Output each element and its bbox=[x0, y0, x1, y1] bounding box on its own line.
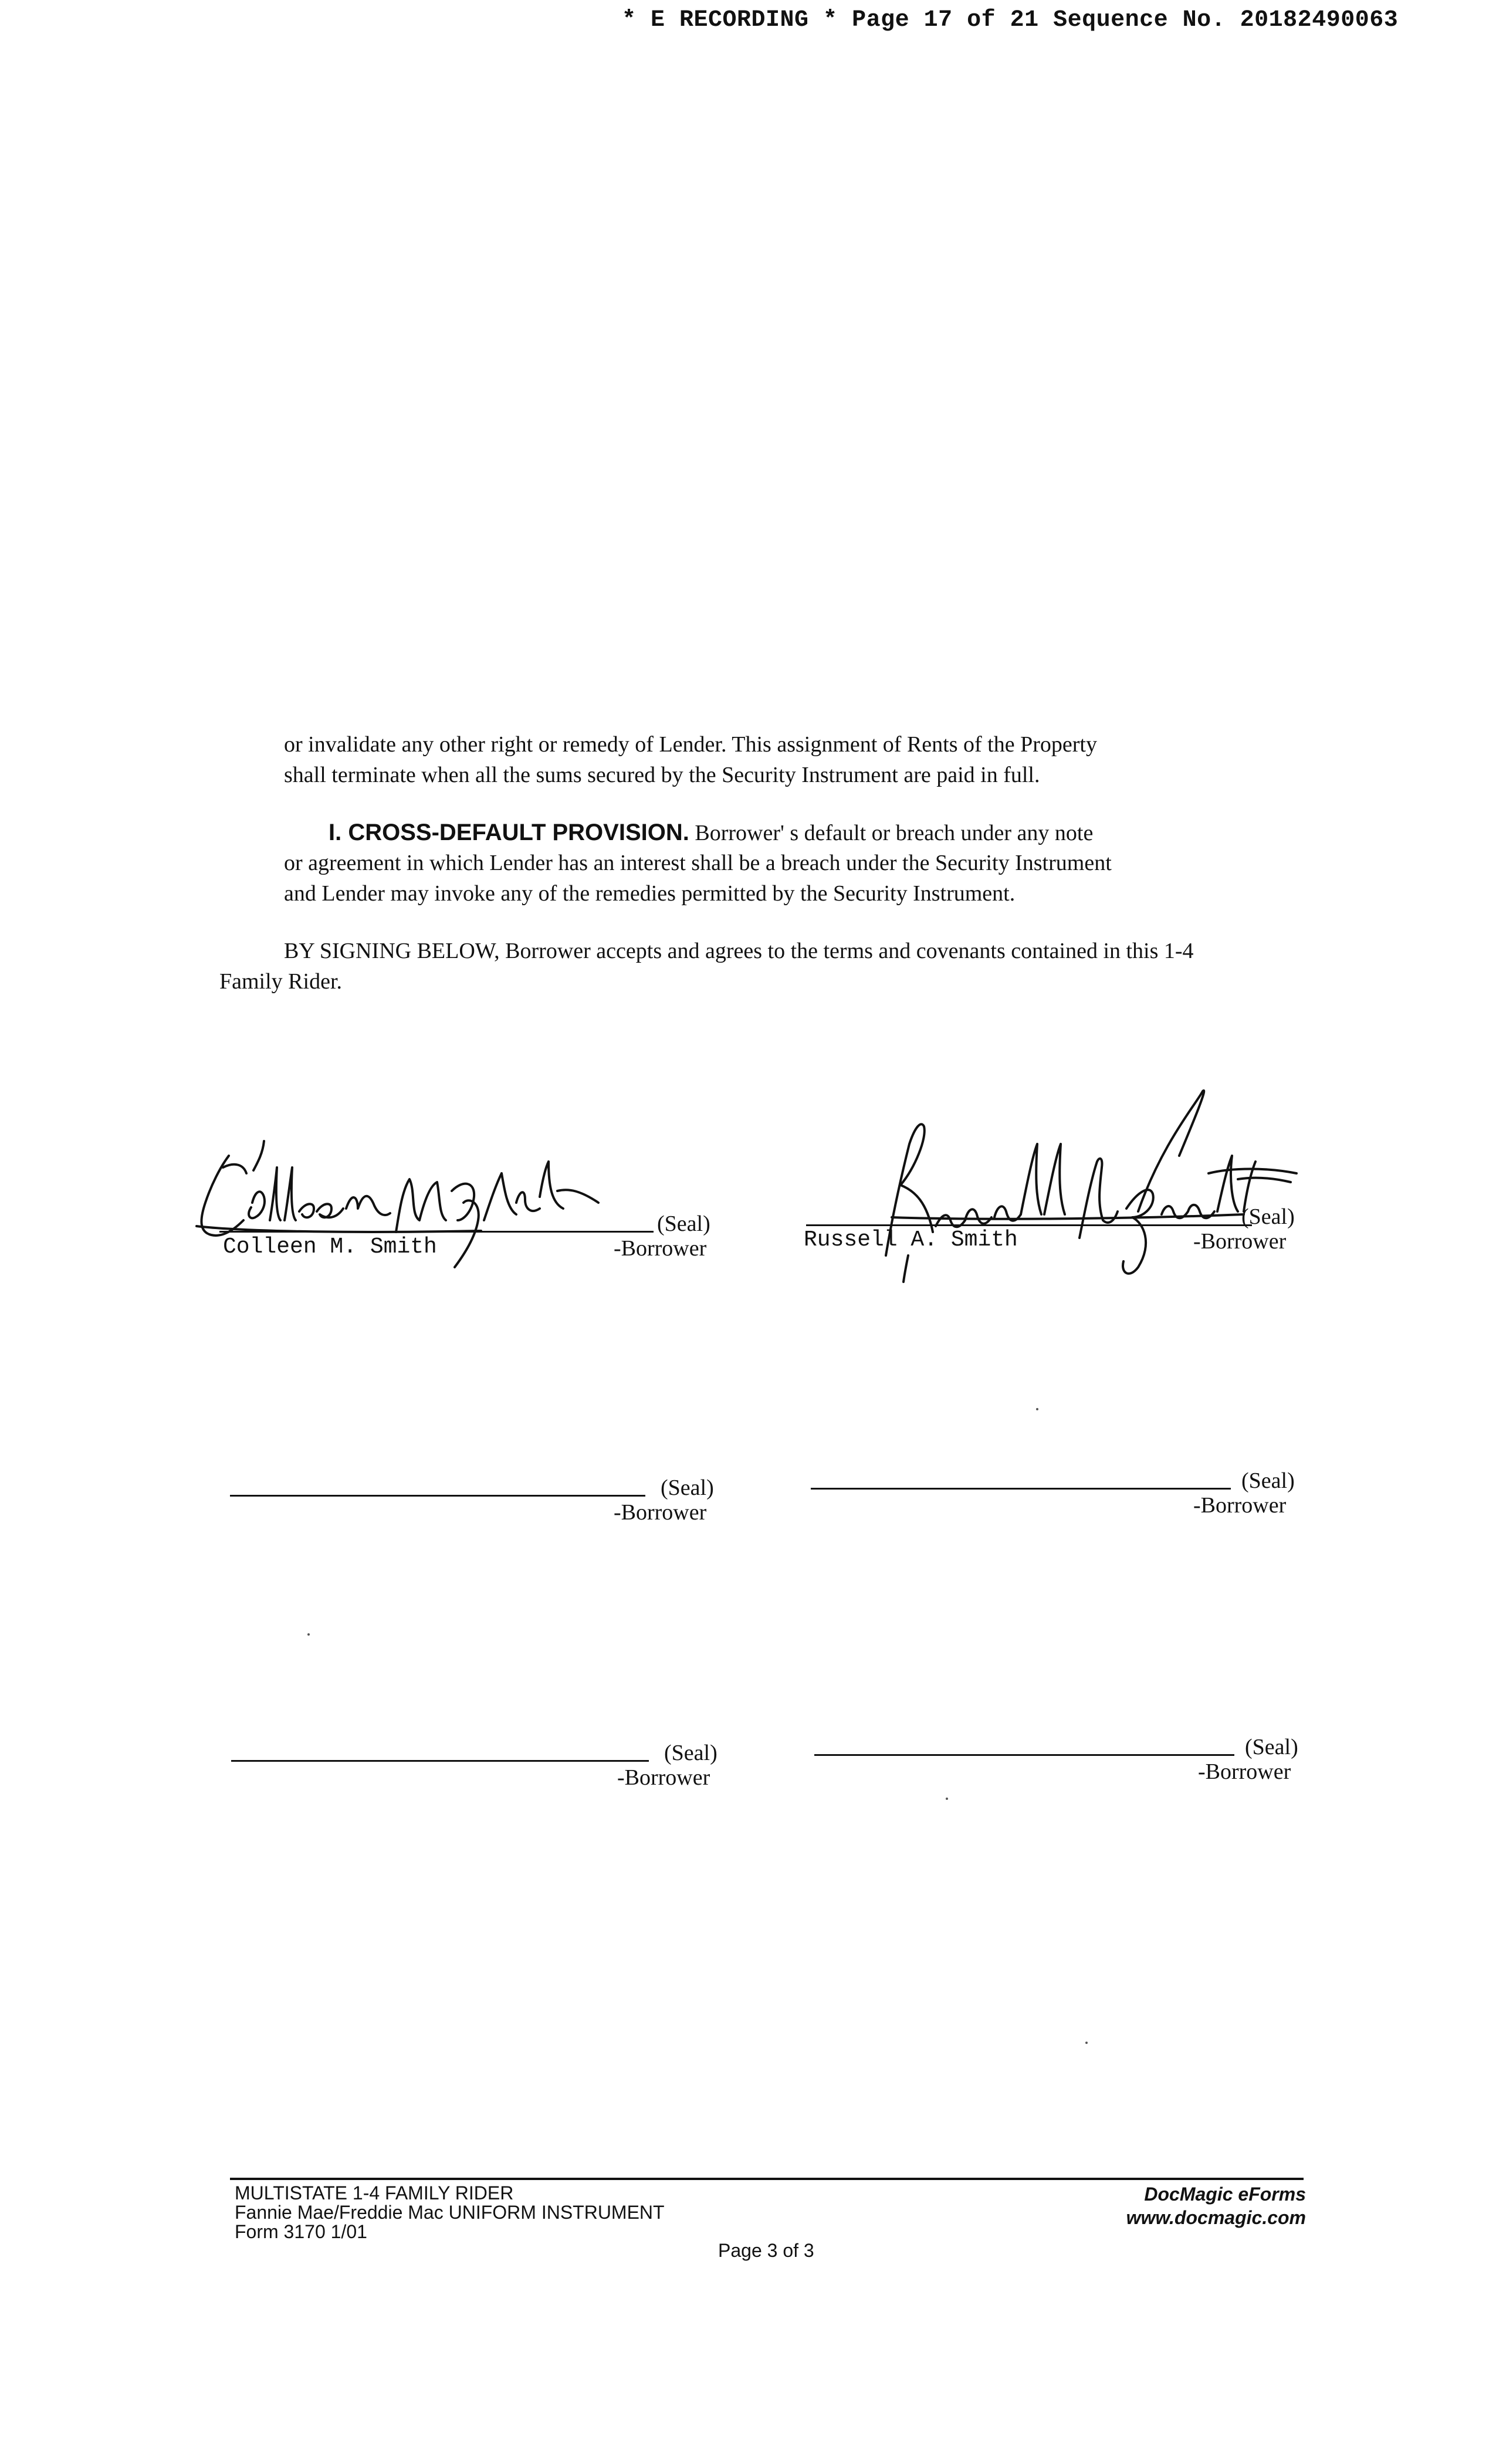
page-number: Page 3 of 3 bbox=[718, 2240, 814, 2261]
recording-stamp: * E RECORDING * Page 17 of 21 Sequence No. 20182490063 bbox=[622, 7, 1399, 33]
form-number: Form 3170 1/01 bbox=[235, 2221, 367, 2242]
signature-line-6 bbox=[814, 1754, 1234, 1756]
seal-label-4: (Seal) bbox=[1241, 1468, 1295, 1493]
signature-line-5 bbox=[231, 1760, 649, 1762]
form-title: MULTISTATE 1-4 FAMILY RIDER bbox=[235, 2182, 514, 2204]
continuation-line-1: or invalidate any other right or remedy of Lender. This assignment of Rents of the Property bbox=[284, 732, 1097, 757]
borrower-name-2: Russell A. Smith bbox=[804, 1227, 1018, 1253]
signature-line-2 bbox=[806, 1224, 1252, 1226]
signing-statement-line-1: BY SIGNING BELOW, Borrower accepts and agrees to the terms and covenants contained in this 1-4 bbox=[284, 939, 1194, 963]
scan-speck bbox=[307, 1633, 310, 1636]
section-i-heading: I. CROSS-DEFAULT PROVISION. bbox=[329, 820, 689, 845]
signature-line-4 bbox=[811, 1488, 1231, 1490]
scan-speck bbox=[946, 1798, 948, 1800]
seal-label-1: (Seal) bbox=[657, 1211, 710, 1236]
section-i-line-2: or agreement in which Lender has an interest shall be a breach under the Security Instrument bbox=[284, 851, 1112, 875]
borrower-label-6: -Borrower bbox=[1198, 1759, 1291, 1784]
colleen-signature-image bbox=[188, 1132, 610, 1285]
signature-line-3 bbox=[230, 1495, 645, 1497]
section-i-line-1-text: Borrower' s default or breach under any note bbox=[695, 821, 1094, 845]
form-identification bbox=[235, 2184, 665, 2242]
borrower-label-2: -Borrower bbox=[1193, 1229, 1287, 1254]
russell-signature-image bbox=[833, 1079, 1302, 1291]
borrower-name-1: Colleen M. Smith bbox=[223, 1234, 437, 1260]
scan-speck bbox=[1085, 2042, 1088, 2044]
borrower-label-3: -Borrower bbox=[614, 1500, 707, 1525]
scan-speck bbox=[1036, 1408, 1038, 1410]
seal-label-3: (Seal) bbox=[661, 1475, 714, 1500]
borrower-label-4: -Borrower bbox=[1193, 1493, 1287, 1518]
continuation-line-2: shall terminate when all the sums secured by the Security Instrument are paid in full. bbox=[284, 763, 1040, 787]
form-instrument: Fannie Mae/Freddie Mac UNIFORM INSTRUMENT bbox=[235, 2202, 665, 2223]
borrower-label-5: -Borrower bbox=[617, 1765, 710, 1790]
borrower-label-1: -Borrower bbox=[614, 1236, 707, 1261]
docmagic-url: www.docmagic.com bbox=[1126, 2207, 1306, 2228]
section-i-line-3: and Lender may invoke any of the remedies permitted by the Security Instrument. bbox=[284, 881, 1016, 906]
section-i-line-1 bbox=[329, 817, 1093, 848]
seal-label-6: (Seal) bbox=[1245, 1735, 1298, 1759]
seal-label-2: (Seal) bbox=[1241, 1204, 1295, 1229]
footer-rule bbox=[230, 2178, 1304, 2180]
seal-label-5: (Seal) bbox=[664, 1741, 717, 1765]
signing-statement-line-2: Family Rider. bbox=[219, 969, 342, 994]
docmagic-logo: DocMagic eForms bbox=[1144, 2184, 1306, 2205]
signature-line-1 bbox=[219, 1231, 654, 1233]
